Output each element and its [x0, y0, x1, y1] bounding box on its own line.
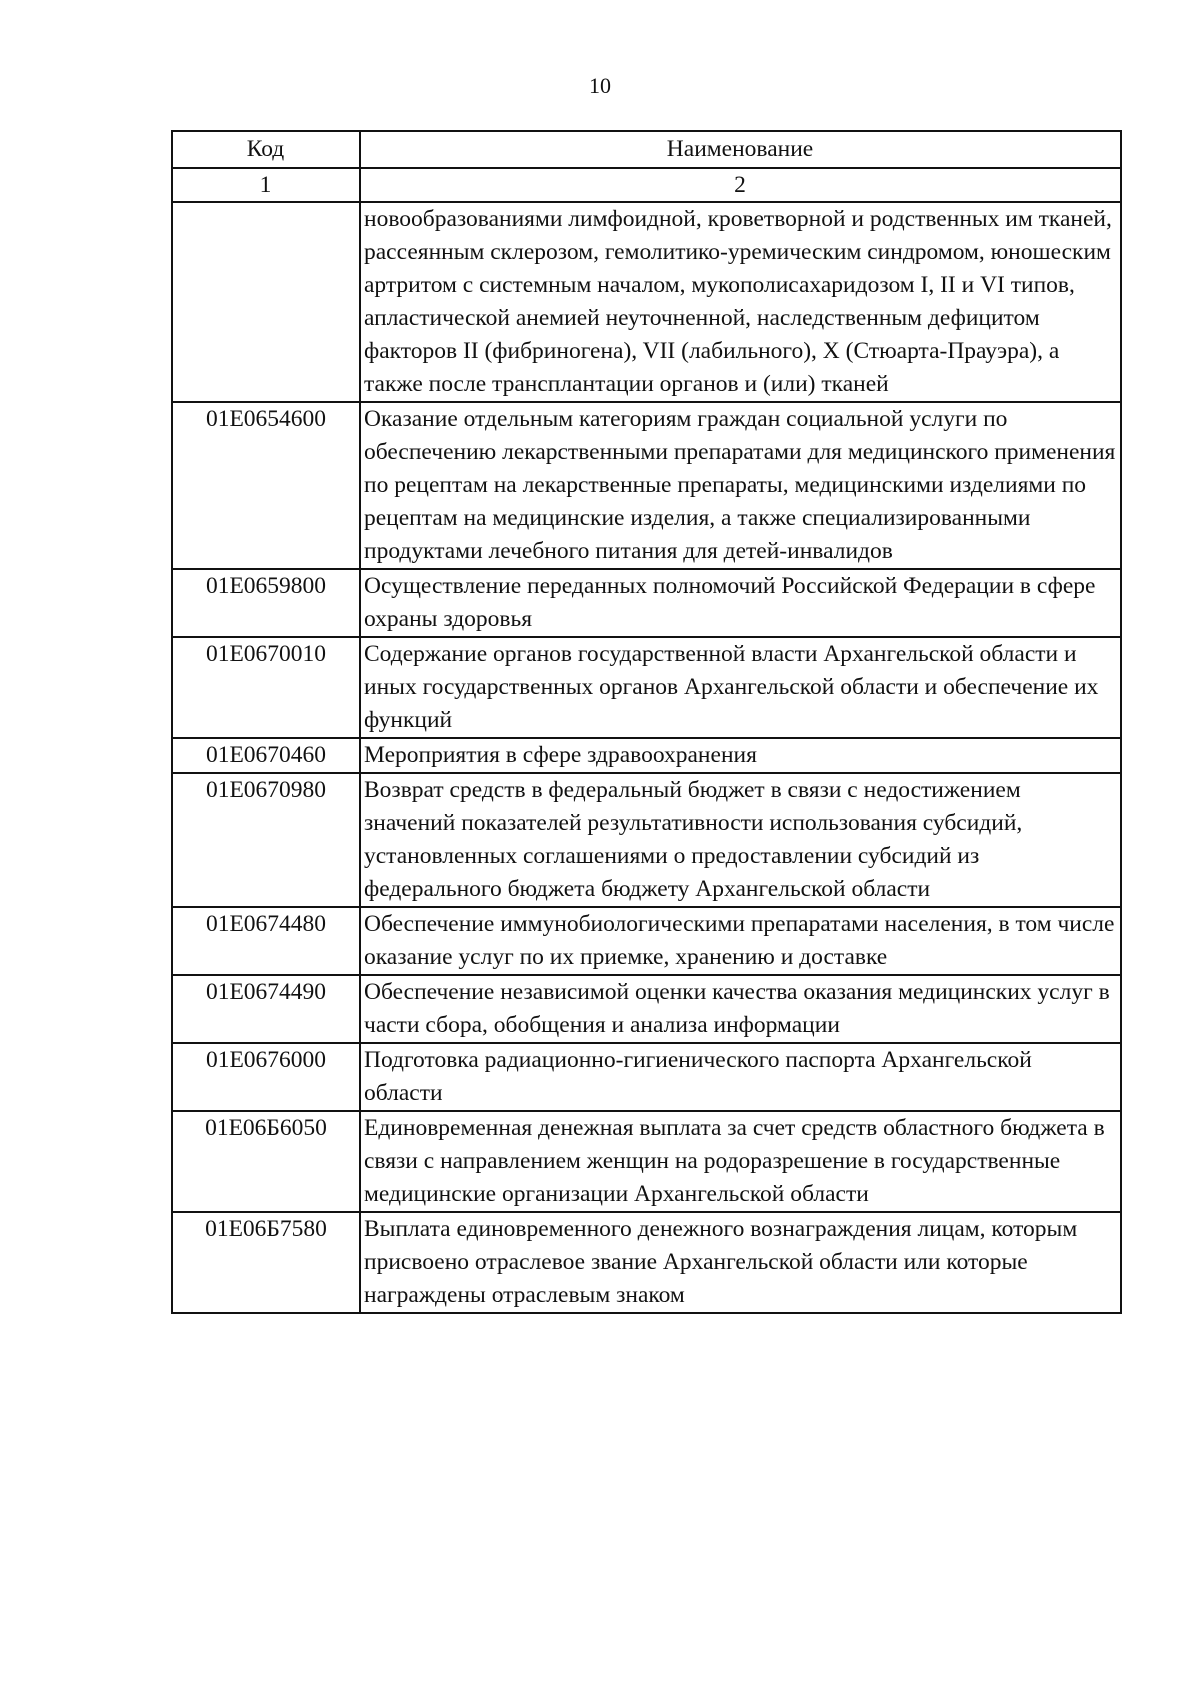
table-row [172, 1043, 1121, 1111]
row-code: 01Е0674490 [172, 975, 360, 1043]
row-code: 01Е0659800 [172, 569, 360, 637]
table-body [172, 202, 1121, 1313]
row-name: новообразованиями лимфоидной, кроветворной и родственных им тканей, рассеянным склерозом, гемолитико-уремическим синдромом, юношеским артритом с системным началом, мукополисахаридозом I, II и VI типов, апластической анемией неуточненной, наследственным дефицитом факторов II (фибриногена), VII (лабильного), X (Стюарта-Прауэра), а также после трансплантации органов и (или) тканей [360, 202, 1121, 402]
row-code: 01Е0674480 [172, 907, 360, 975]
row-code: 01Е0670010 [172, 637, 360, 738]
header-code: Код [172, 131, 360, 168]
table-row [172, 907, 1121, 975]
row-code: 01Е06Б7580 [172, 1212, 360, 1313]
table-row [172, 773, 1121, 907]
table-row [172, 1111, 1121, 1212]
row-name: Единовременная денежная выплата за счет средств областного бюджета в связи с направлением женщин на родоразрешение в государственные медицинские организации Архангельской области [360, 1111, 1121, 1212]
row-name: Подготовка радиационно-гигиенического паспорта Архангельской области [360, 1043, 1121, 1111]
row-code: 01Е0654600 [172, 402, 360, 569]
table-row [172, 738, 1121, 773]
row-code: 01Е0670980 [172, 773, 360, 907]
column-number-name: 2 [360, 168, 1121, 202]
row-code: 01Е0670460 [172, 738, 360, 773]
row-name: Возврат средств в федеральный бюджет в связи с недостижением значений показателей результативности использования субсидий, установленных соглашениями о предоставлении субсидий из федерального бюджета бюджету Архангельской области [360, 773, 1121, 907]
row-name: Обеспечение независимой оценки качества оказания медицинских услуг в части сбора, обобщения и анализа информации [360, 975, 1121, 1043]
table-row [172, 1212, 1121, 1313]
table-row [172, 975, 1121, 1043]
table-row [172, 569, 1121, 637]
page-number: 10 [589, 73, 611, 98]
column-number-code: 1 [172, 168, 360, 202]
row-code [172, 202, 360, 402]
row-name: Содержание органов государственной власти Архангельской области и иных государственных органов Архангельской области и обеспечение их функций [360, 637, 1121, 738]
table-row [172, 202, 1121, 402]
table-row [172, 637, 1121, 738]
row-code: 01Е0676000 [172, 1043, 360, 1111]
budget-code-table [171, 130, 1122, 1314]
row-name: Мероприятия в сфере здравоохранения [360, 738, 1121, 773]
table-header [172, 131, 1121, 202]
column-number-row [172, 168, 1121, 202]
row-name: Осуществление переданных полномочий Российской Федерации в сфере охраны здоровья [360, 569, 1121, 637]
row-name: Обеспечение иммунобиологическими препаратами населения, в том числе оказание услуг по их приемке, хранению и доставке [360, 907, 1121, 975]
row-name: Выплата единовременного денежного вознаграждения лицам, которым присвоено отраслевое звание Архангельской области или которые награждены отраслевым знаком [360, 1212, 1121, 1313]
table-row [172, 402, 1121, 569]
row-code: 01Е06Б6050 [172, 1111, 360, 1212]
header-name: Наименование [360, 131, 1121, 168]
row-name: Оказание отдельным категориям граждан социальной услуги по обеспечению лекарственными препаратами для медицинского применения по рецептам на лекарственные препараты, медицинскими изделиями по рецептам на медицинские изделия, а также специализированными продуктами лечебного питания для детей-инвалидов [360, 402, 1121, 569]
header-row [172, 131, 1121, 168]
